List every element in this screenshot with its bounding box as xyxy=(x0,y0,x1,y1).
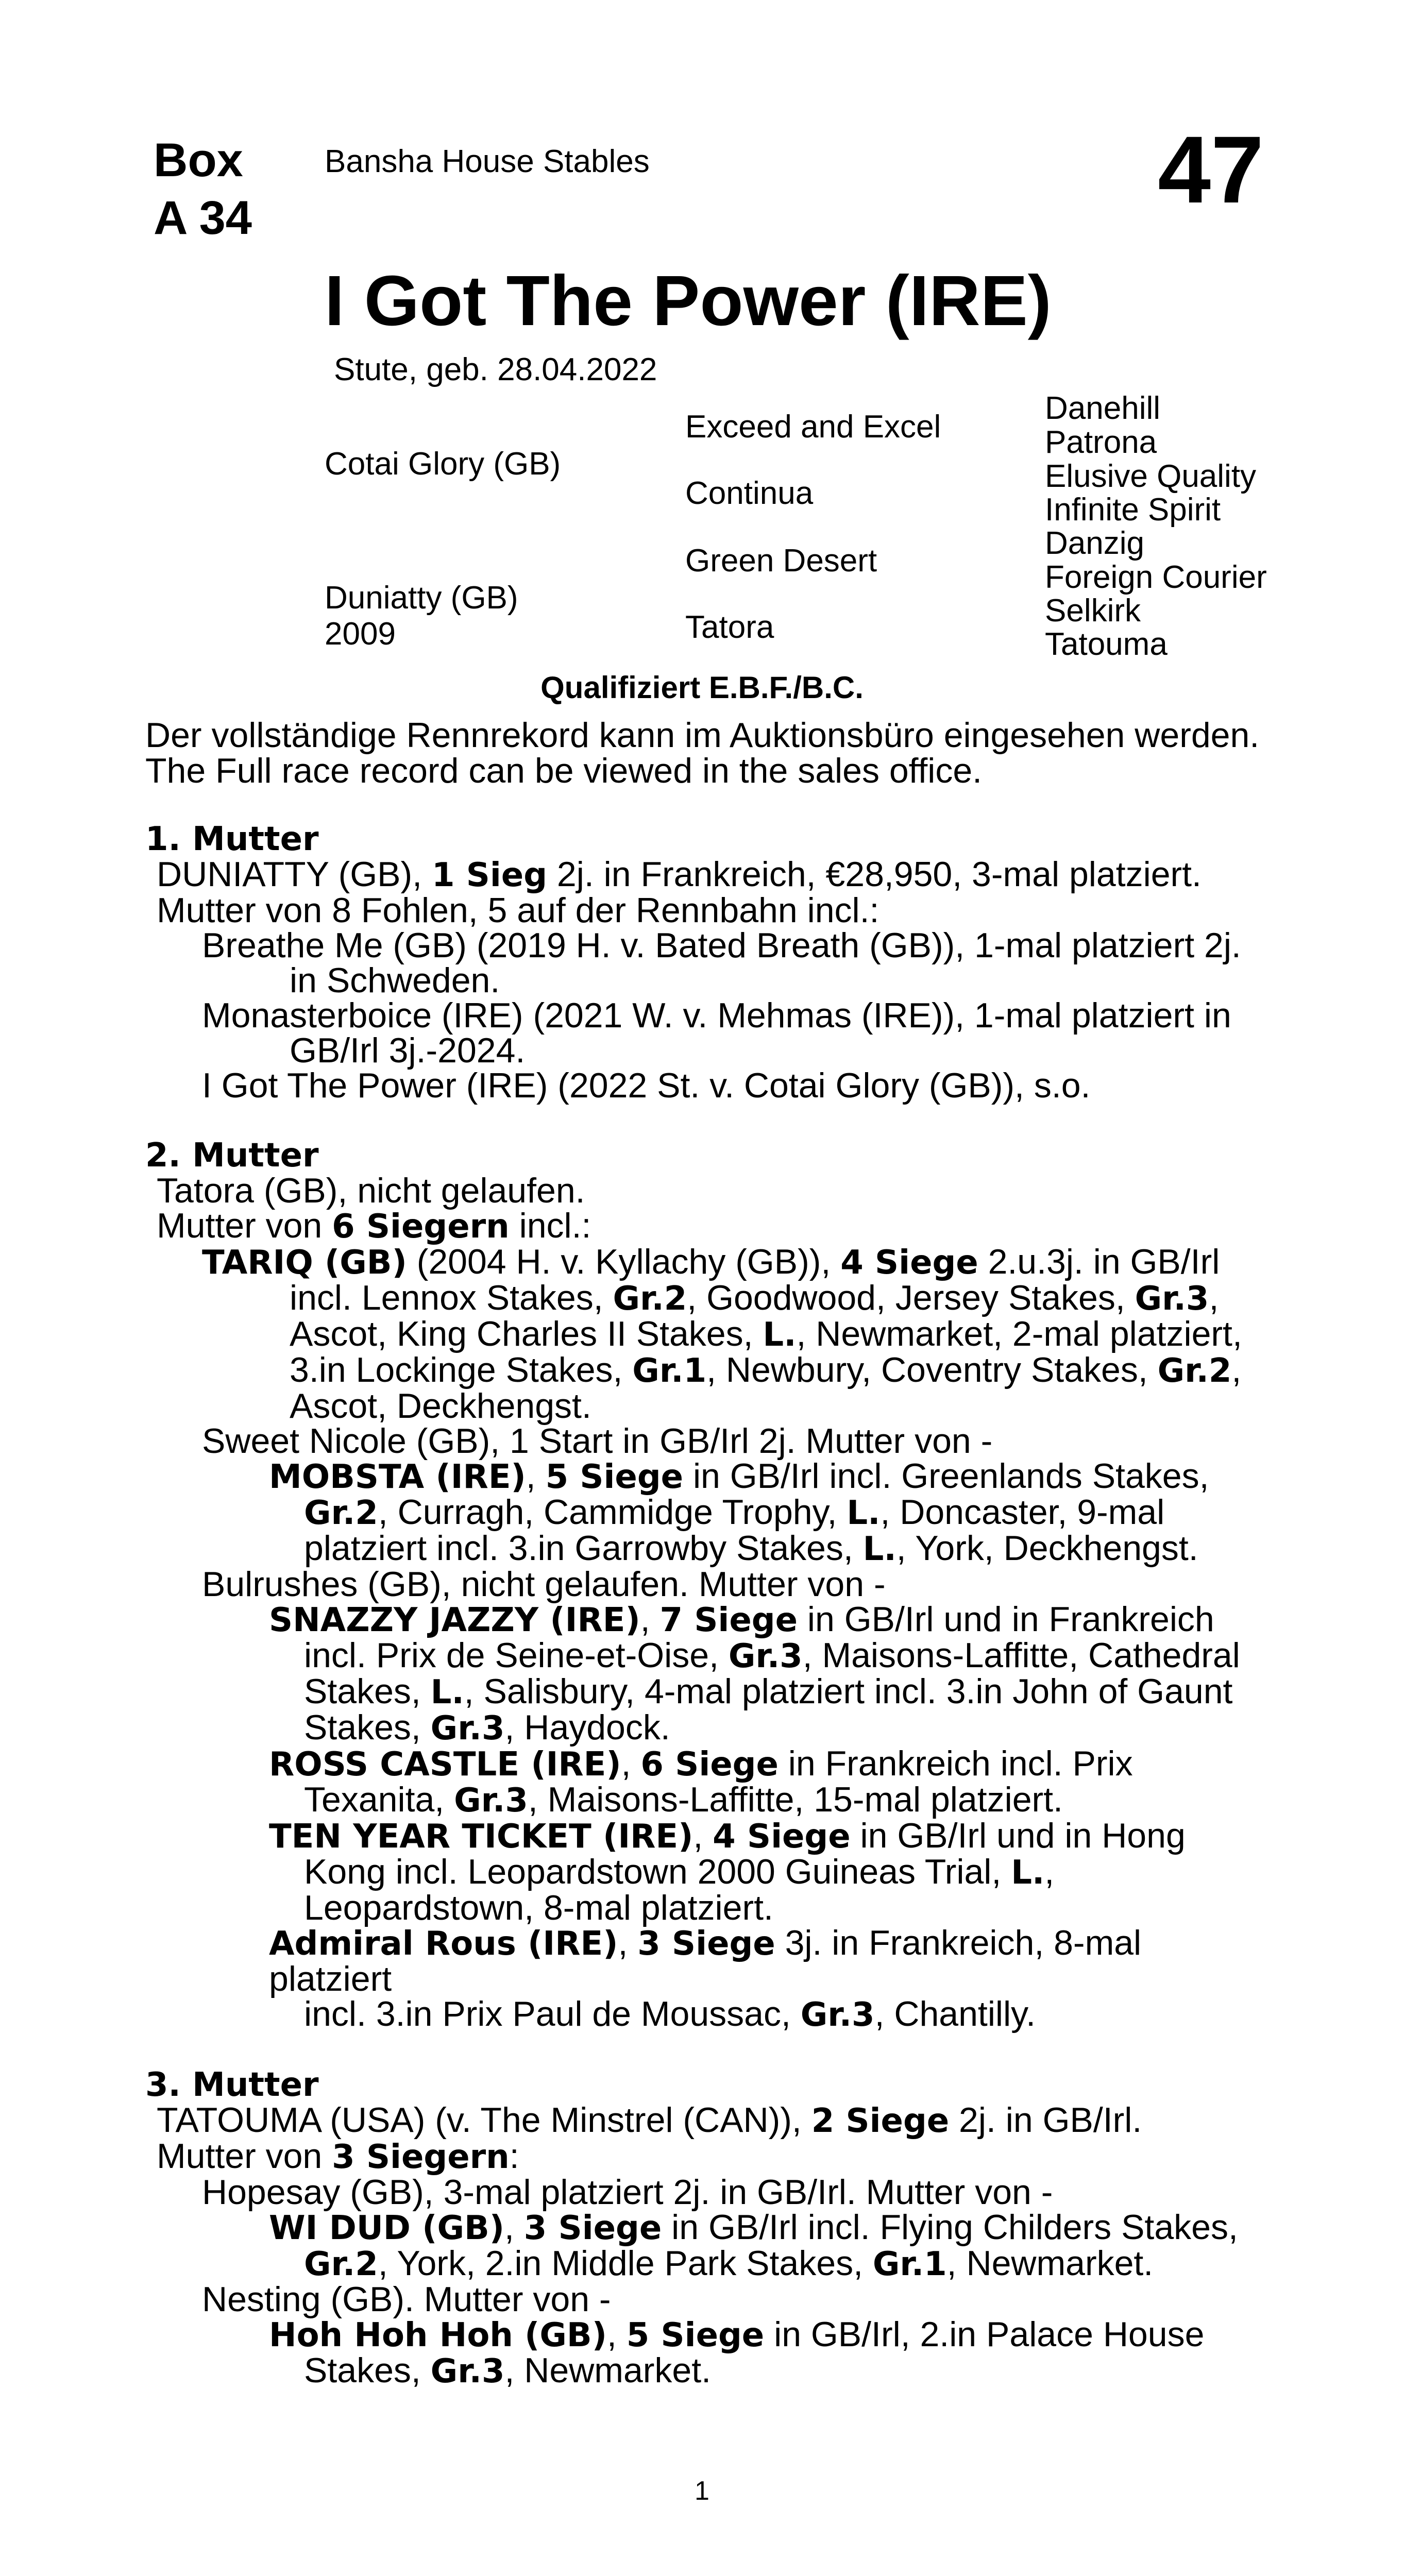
qualification: Qualifiziert E.B.F./B.C. xyxy=(540,670,864,705)
grade: Gr.3 xyxy=(430,2352,505,2391)
text: Mutter von xyxy=(157,1206,332,1245)
section-first-dam xyxy=(145,822,1258,1103)
wins: 4 Siege xyxy=(840,1244,978,1282)
dam-line xyxy=(157,857,1258,893)
grade: Gr.2 xyxy=(613,1280,687,1318)
text: , Chantilly. xyxy=(874,1994,1036,2033)
text: , York, 2.in Middle Park Stakes, xyxy=(378,2244,873,2283)
grandsire-2: Continua xyxy=(685,476,814,511)
text: , xyxy=(621,1744,641,1783)
winners: 3 Siegern xyxy=(332,2138,510,2176)
entry-line xyxy=(269,1782,1258,1818)
entry-line xyxy=(269,1638,1258,1674)
text: , xyxy=(1044,1852,1055,1891)
horse-name: Admiral Rous (IRE) xyxy=(269,1925,618,1963)
produce-entry: Sweet Nicole (GB), 1 Start in GB/Irl 2j. Mutter von - xyxy=(202,1421,993,1461)
entry-line xyxy=(269,2353,1258,2389)
grade: L. xyxy=(430,1673,464,1711)
text: , York, Deckhengst. xyxy=(896,1529,1198,1568)
text: Texanita, xyxy=(304,1780,454,1819)
text: , Maisons-Laffitte, 15-mal platziert. xyxy=(528,1780,1063,1819)
horse-name: TARIQ (GB) xyxy=(202,1244,407,1282)
grade: Gr.2 xyxy=(304,1494,378,1532)
section-second-dam xyxy=(145,1138,1258,2032)
text: in Frankreich incl. Prix xyxy=(778,1744,1133,1783)
text: Stakes, xyxy=(304,1672,431,1711)
text: 2.u.3j. in GB/Irl xyxy=(978,1242,1220,1281)
text: in GB/Irl, 2.in Palace House xyxy=(764,2315,1205,2354)
wins: 1 Sieg xyxy=(431,856,548,894)
text: , Newbury, Coventry Stakes, xyxy=(706,1350,1158,1389)
text: 3.in Lockinge Stakes, xyxy=(290,1350,633,1389)
wins: 3 Siege xyxy=(637,1925,775,1963)
section-heading: 1. Mutter xyxy=(145,820,319,858)
ggs-3: Elusive Quality xyxy=(1045,459,1257,494)
entry-line: in Schweden. xyxy=(290,961,500,1000)
text: , Newmarket, 2-mal platziert, xyxy=(796,1314,1242,1353)
ggs-2: Patrona xyxy=(1045,425,1157,460)
entry-line: Leopardstown, 8-mal platziert. xyxy=(304,1888,773,1927)
wins: 6 Siege xyxy=(640,1745,779,1784)
grade: Gr.1 xyxy=(872,2245,947,2283)
entry-line xyxy=(269,2246,1258,2282)
produce-entry xyxy=(202,1068,1258,1103)
text: , xyxy=(1209,1278,1219,1317)
wins: 5 Siege xyxy=(545,1458,684,1496)
entry-line xyxy=(202,1244,1258,1280)
produce-entry: Bulrushes (GB), nicht gelaufen. Mutter von - xyxy=(202,1565,886,1604)
entry-line xyxy=(269,1925,1258,1996)
entry-line: Ascot, Deckhengst. xyxy=(290,1386,591,1426)
entry-line xyxy=(269,1456,1258,1496)
grade: Gr.3 xyxy=(430,1709,505,1748)
lot-number: 47 xyxy=(1158,117,1264,223)
grade: L. xyxy=(1011,1854,1045,1892)
produce-entry xyxy=(202,1242,1258,1426)
text: Stakes, xyxy=(304,2351,431,2390)
page-number: 1 xyxy=(695,2476,709,2506)
wins: 2 Siege xyxy=(811,2102,950,2140)
section-third-dam xyxy=(145,2067,1258,2389)
text: , Doncaster, 9-mal xyxy=(880,1493,1165,1532)
grandproduce-entry xyxy=(269,1746,1258,1818)
text: incl. Prix de Seine-et-Oise, xyxy=(304,1636,729,1675)
text: in GB/Irl incl. Greenlands Stakes, xyxy=(683,1456,1209,1496)
grade: L. xyxy=(862,1530,896,1568)
entry-line: Monasterboice (IRE) (2021 W. v. Mehmas (IRE)), 1-mal platziert in xyxy=(202,996,1231,1035)
text: in GB/Irl und in Frankreich xyxy=(797,1600,1214,1639)
grandsire-3: Green Desert xyxy=(685,543,877,579)
ggs-6: Foreign Courier xyxy=(1045,560,1267,595)
entry-line xyxy=(269,1495,1258,1531)
horse-name: MOBSTA (IRE) xyxy=(269,1458,526,1496)
grade: Gr.3 xyxy=(454,1782,528,1820)
grandproduce-entry xyxy=(269,1602,1258,1746)
horse-name: TEN YEAR TICKET (IRE) xyxy=(269,1818,693,1856)
ggs-4: Infinite Spirit xyxy=(1045,492,1221,528)
entry-line xyxy=(269,1602,1258,1638)
consignor: Bansha House Stables xyxy=(325,144,650,179)
ggs-1: Danehill xyxy=(1045,391,1161,426)
text: Mutter von xyxy=(157,2137,332,2176)
entry-line xyxy=(269,2210,1258,2246)
box-label-text: Box xyxy=(154,134,243,187)
text: , Goodwood, Jersey Stakes, xyxy=(687,1278,1135,1317)
text: in GB/Irl incl. Flying Childers Stakes, xyxy=(662,2208,1238,2247)
winners: 6 Siegern xyxy=(332,1208,510,1246)
dam-record: 2j. in Frankreich, €28,950, 3-mal platziert. xyxy=(547,855,1202,894)
grandsire-4: Tatora xyxy=(685,609,774,645)
entry-line xyxy=(269,1674,1258,1710)
produce-entry: Nesting (GB). Mutter von - xyxy=(202,2280,611,2319)
note-english: The Full race record can be viewed in the sales office. xyxy=(145,751,983,790)
text: , xyxy=(640,1600,660,1639)
text: platziert incl. 3.in Garrowby Stakes, xyxy=(304,1529,863,1568)
horse-name: I Got The Power (IRE) xyxy=(325,261,1052,341)
entry-line: I Got The Power (IRE) (2022 St. v. Cotai Glory (GB)), s.o. xyxy=(202,1066,1091,1105)
grandproduce-entry xyxy=(269,1456,1258,1568)
text: : xyxy=(509,2137,519,2176)
entry-line xyxy=(202,1352,1258,1388)
ggs-8: Tatouma xyxy=(1045,626,1168,662)
produce-entry xyxy=(202,998,1258,1068)
entry-line xyxy=(269,1996,1258,2032)
grandsire-1: Exceed and Excel xyxy=(685,409,941,445)
text: 3j. in Frankreich, 8-mal platziert xyxy=(269,1923,1142,1998)
note-german: Der vollständige Rennrekord kann im Auktionsbüro eingesehen werden. xyxy=(145,716,1260,755)
entry-line xyxy=(202,1316,1258,1352)
text: , xyxy=(618,1923,638,1962)
text: Ascot, King Charles II Stakes, xyxy=(290,1314,763,1353)
produce-entry: Hopesay (GB), 3-mal platziert 2j. in GB/Irl. Mutter von - xyxy=(202,2173,1053,2212)
grade: L. xyxy=(847,1494,881,1532)
section-heading: 2. Mutter xyxy=(145,1137,319,1175)
dam-line: Tatora (GB), nicht gelaufen. xyxy=(157,1171,585,1210)
grade: Gr.3 xyxy=(1135,1280,1209,1318)
box-number: A 34 xyxy=(154,192,252,244)
dam-year: 2009 xyxy=(325,616,396,652)
sire: Cotai Glory (GB) xyxy=(325,446,561,482)
text: , Haydock. xyxy=(504,1708,670,1747)
grade: Gr.3 xyxy=(800,1996,875,2034)
wins: 4 Siege xyxy=(713,1818,851,1856)
text: (2004 H. v. Kyllachy (GB)), xyxy=(407,1242,841,1281)
horse-name: ROSS CASTLE (IRE) xyxy=(269,1745,621,1784)
entry-line: GB/Irl 3j.-2024. xyxy=(290,1031,526,1070)
text: , Curragh, Cammidge Trophy, xyxy=(378,1493,847,1532)
entry-line xyxy=(269,1818,1258,1854)
section-heading: 3. Mutter xyxy=(145,2066,319,2104)
text: in GB/Irl und in Hong xyxy=(850,1816,1186,1855)
grade: Gr.2 xyxy=(304,2245,378,2283)
dam-line xyxy=(157,2100,1258,2140)
entry-line xyxy=(269,1710,1258,1746)
ggs-5: Danzig xyxy=(1045,526,1144,561)
dam-name: DUNIATTY (GB), xyxy=(157,855,432,894)
catalogue-body xyxy=(145,822,1258,2424)
horse-name: SNAZZY JAZZY (IRE) xyxy=(269,1601,640,1639)
grade: L. xyxy=(763,1316,797,1354)
horse-name: WI DUD (GB) xyxy=(269,2209,504,2247)
wins: 7 Siege xyxy=(659,1601,798,1639)
text: , xyxy=(693,1816,713,1855)
grandproduce-entry xyxy=(269,2317,1258,2389)
grade: Gr.3 xyxy=(728,1637,803,1675)
ggs-7: Selkirk xyxy=(1045,593,1141,629)
entry-line: Breathe Me (GB) (2019 H. v. Bated Breath (GB)), 1-mal platziert 2j. xyxy=(202,926,1241,965)
text: TATOUMA (USA) (v. The Minstrel (CAN)), xyxy=(157,2100,811,2140)
entry-line xyxy=(269,2317,1258,2353)
box-label xyxy=(154,131,252,247)
produce-line xyxy=(157,2139,1258,2175)
produce-entry xyxy=(202,928,1258,998)
wins: 5 Siege xyxy=(626,2316,765,2354)
entry-line xyxy=(269,1531,1258,1567)
text: incl. Lennox Stakes, xyxy=(290,1278,613,1317)
text: , Maisons-Laffitte, Cathedral xyxy=(802,1636,1240,1675)
entry-line xyxy=(202,1280,1258,1316)
text: incl.: xyxy=(509,1206,591,1245)
text: , Newmarket. xyxy=(946,2244,1154,2283)
dam: Duniatty (GB) xyxy=(325,580,518,616)
text: , xyxy=(1231,1350,1242,1389)
text: 2j. in GB/Irl. xyxy=(949,2100,1142,2140)
horse-subtitle: Stute, geb. 28.04.2022 xyxy=(334,352,657,387)
wins: 3 Siege xyxy=(523,2209,662,2247)
produce-line: Mutter von 8 Fohlen, 5 auf der Rennbahn incl.: xyxy=(157,891,879,930)
text: Stakes, xyxy=(304,1708,431,1747)
grade: Gr.2 xyxy=(1157,1352,1232,1390)
produce-line xyxy=(157,1208,1258,1244)
entry-line xyxy=(269,1854,1258,1890)
text: Kong incl. Leopardstown 2000 Guineas Trial, xyxy=(304,1852,1011,1891)
grandproduce-entry xyxy=(269,2210,1258,2282)
text: , Salisbury, 4-mal platziert incl. 3.in John of Gaunt xyxy=(464,1672,1233,1711)
text: , xyxy=(504,2208,524,2247)
grade: Gr.1 xyxy=(632,1352,707,1390)
text: , xyxy=(606,2315,627,2354)
grandproduce-entry xyxy=(269,1925,1258,2032)
grandproduce-entry xyxy=(269,1818,1258,1925)
text: incl. 3.in Prix Paul de Moussac, xyxy=(304,1994,801,2033)
entry-line xyxy=(269,1746,1258,1782)
horse-name: Hoh Hoh Hoh (GB) xyxy=(269,2316,607,2354)
text: , Newmarket. xyxy=(504,2351,712,2390)
text: , xyxy=(526,1456,546,1496)
